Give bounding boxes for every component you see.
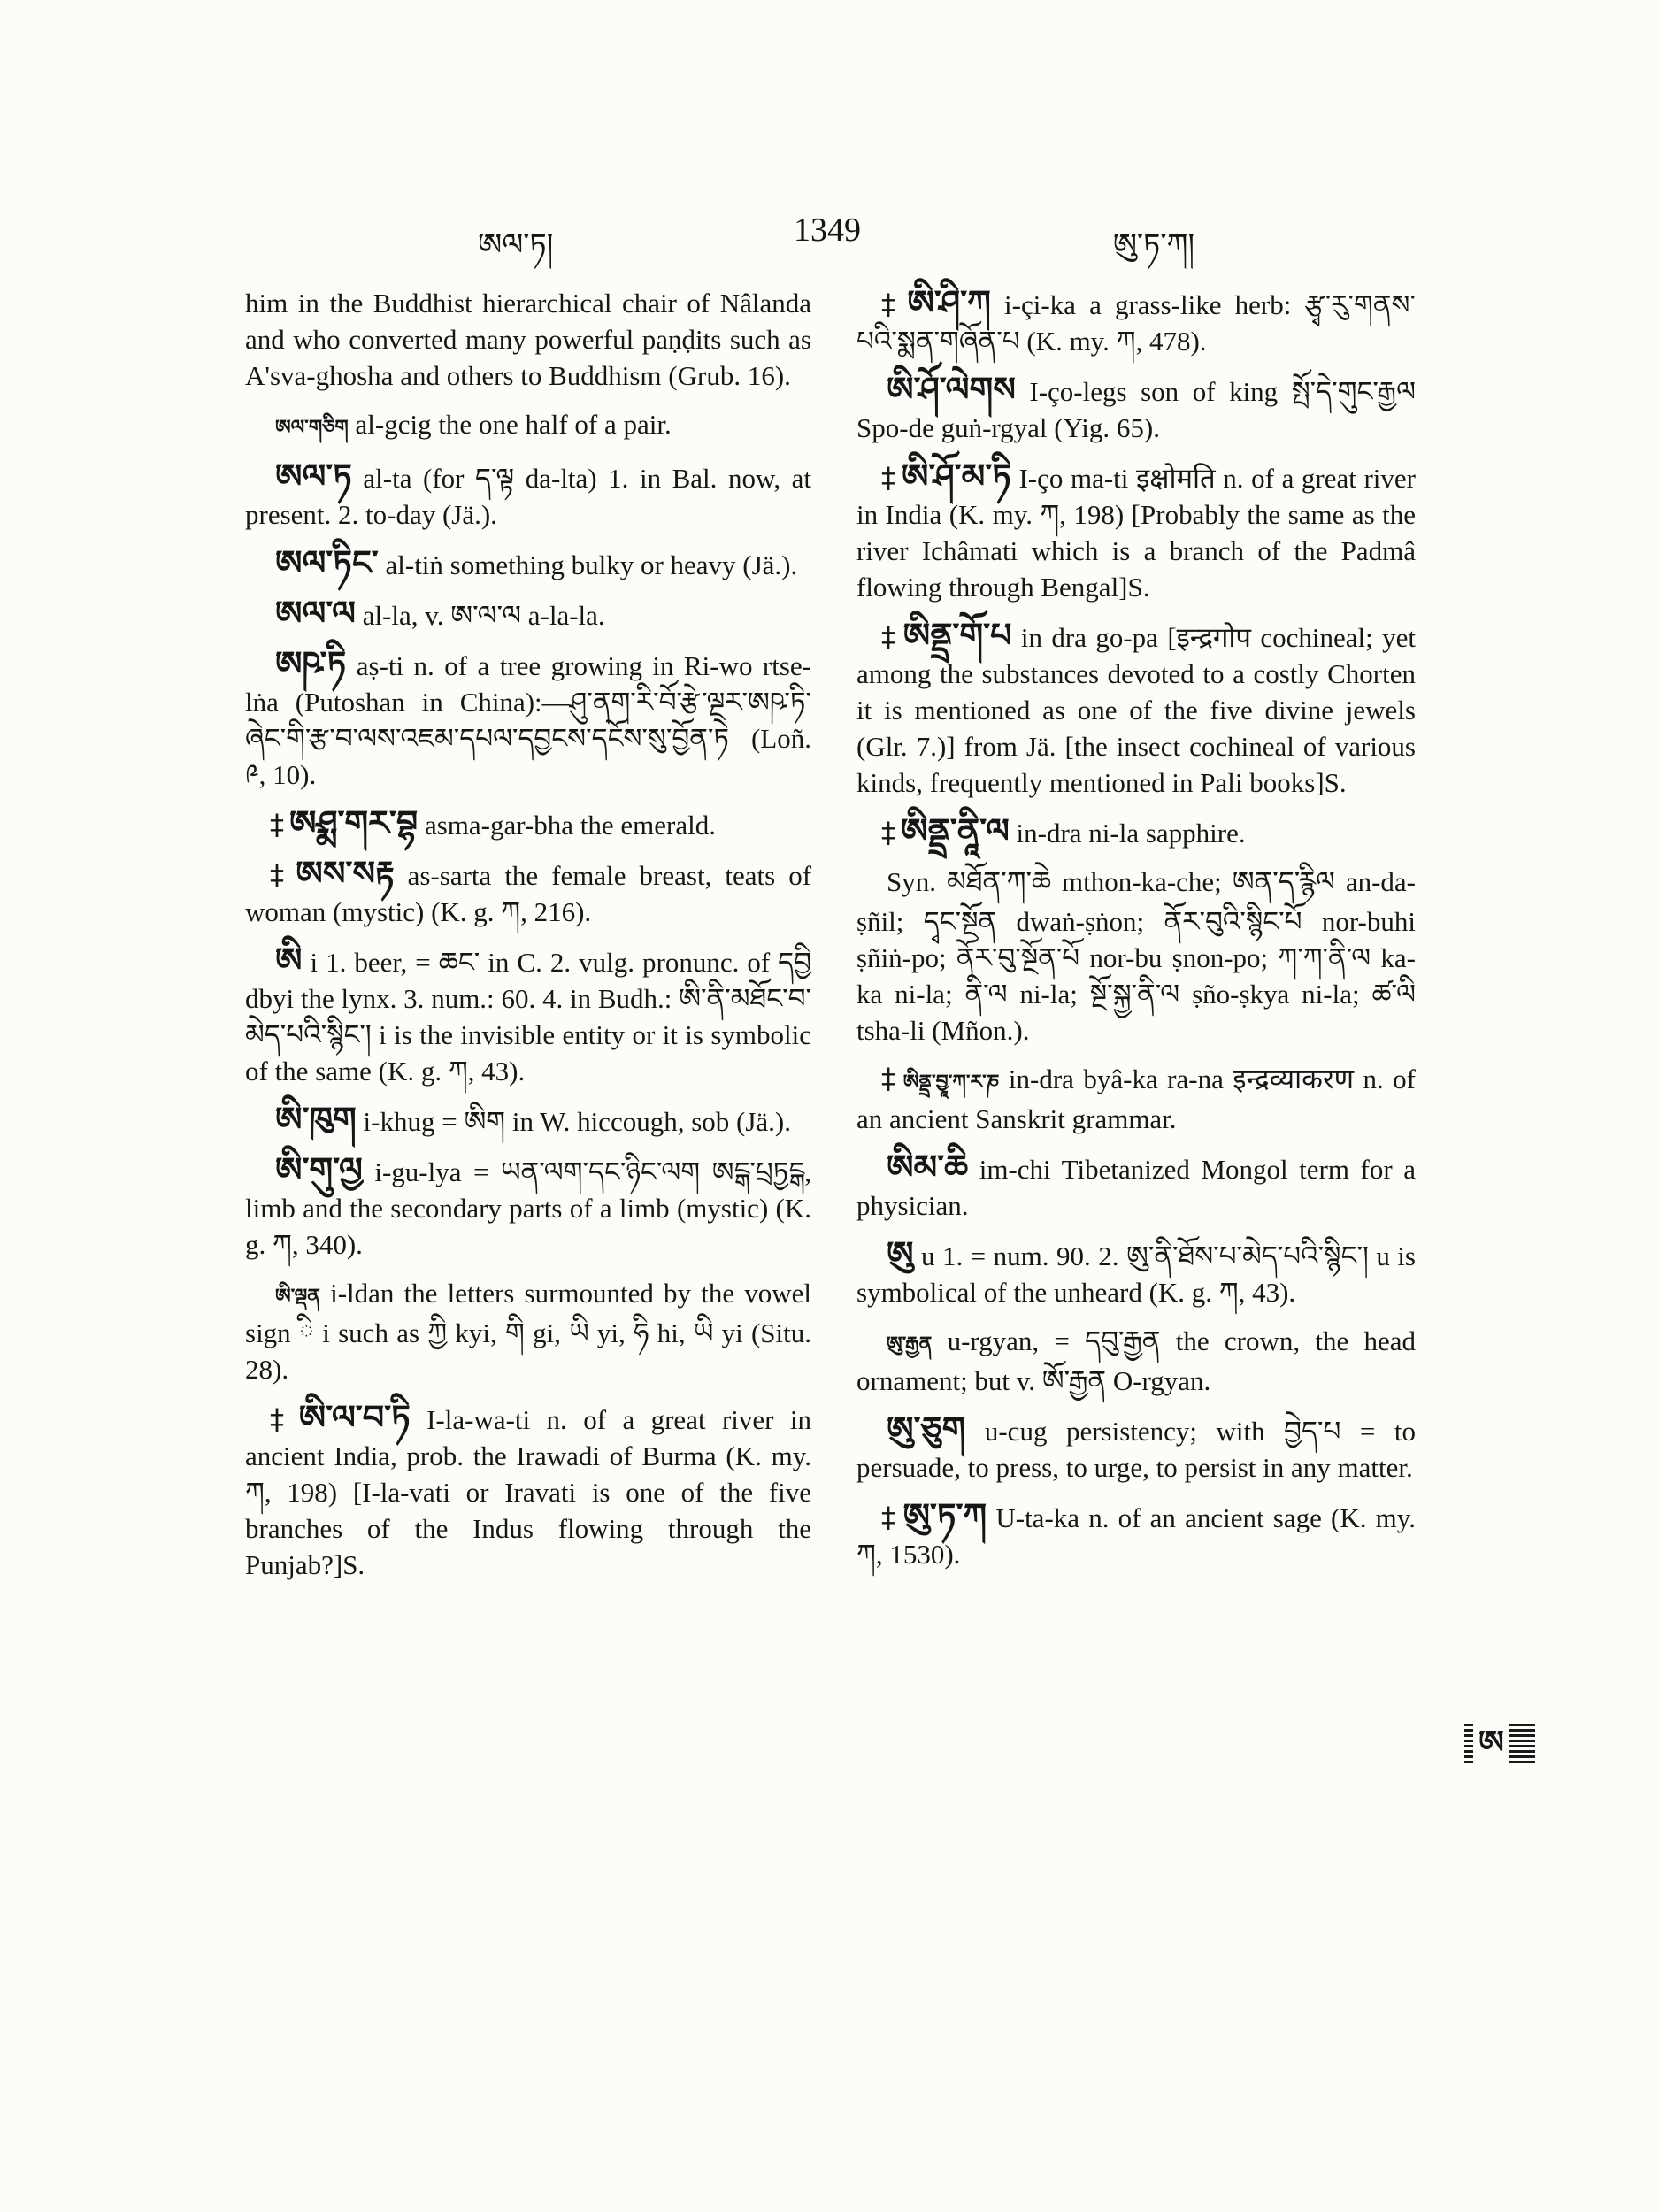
entry-definition: im-chi Tibetanized Mongol term for a physician. bbox=[856, 1154, 1416, 1221]
dictionary-entry bbox=[856, 1236, 1416, 1310]
thumb-index-tab bbox=[1464, 1724, 1535, 1763]
left-column bbox=[245, 285, 811, 1595]
sanskrit-dagger: ‡ bbox=[881, 461, 896, 495]
dictionary-entry bbox=[856, 1411, 1416, 1486]
entry-definition: Syn. མཐོན་ཀ་ཆེ mthon-ka-che; ཨན་ད་རྙིལ an-da-ṣñil; དྭང་སྔོན dwaṅ-ṣṅon; ནོར་བུའི་སྙིང་པོ nor-buhi ṣñiṅ-po; ནོར་བུ་སྔོན་པོ nor-bu ṣnon-po; ཀ་ཀ་ནི་ལ ka-ka ni-la; ནི་ལ ni-la; སྔོ་སྐྱ་ནི་ལ ṣño-ṣkya ni-la; ཚ་ལི tsha-li (Mñon.). bbox=[856, 866, 1416, 1046]
dictionary-entry bbox=[245, 805, 811, 843]
entry-definition: i-çi-ka a grass-like herb: རྩྭ་རུ་གནས་པའི་སྨན་གཞོན་པ (K. my. ཀ, 478). bbox=[856, 289, 1416, 357]
dictionary-entry bbox=[856, 1061, 1416, 1137]
tibetan-headword: ཨལ་ཏིང་ bbox=[275, 543, 379, 582]
dictionary-entry bbox=[245, 646, 811, 793]
entry-definition: I-ço-legs son of king སྤོ་དེ་གུང་རྒྱལ Spo-de guṅ-rgyal (Yig. 65). bbox=[856, 376, 1416, 443]
entry-definition: u-cug persistency; with བྱེད་པ = to persuade, to press, to urge, to persist in any matter. bbox=[856, 1416, 1416, 1483]
tibetan-headword: ཨིནྡྲ་བྱཱ་ཀ་ར་ཎ bbox=[902, 1071, 1000, 1094]
dictionary-entry bbox=[245, 1400, 811, 1583]
dictionary-entry bbox=[856, 813, 1416, 851]
tibetan-headword: ཨིནྡྲ་གོ་པ bbox=[902, 616, 1012, 655]
entry-definition: u 1. = num. 90. 2. ཨུ་ནི་ཐོས་པ་མེད་པའི་སྙིང་། u is symbolical of the unheard (K. g. ཀ, 43). bbox=[856, 1240, 1416, 1308]
dictionary-entry bbox=[245, 856, 811, 930]
sanskrit-dagger: ‡ bbox=[881, 1501, 898, 1534]
entry-definition: I-la-wa-ti n. of a great river in ancient India, prob. the Irawadi of Burma (K. my. ཀ, 198) [I-la-vati or Iravati is one of the five branches of the Indus flowing through the Punjab?]S. bbox=[245, 1404, 812, 1580]
dictionary-entry bbox=[856, 372, 1416, 446]
dictionary-entry bbox=[245, 458, 811, 533]
entry-definition: as-sarta the female breast, teats of woman (mystic) (K. g. ཀ, 216). bbox=[245, 860, 812, 927]
dictionary-entry bbox=[856, 285, 1416, 359]
sanskrit-dagger: ‡ bbox=[881, 1062, 898, 1095]
entry-definition: al-la, v. ཨ་ལ་ལ a-la-la. bbox=[362, 600, 605, 631]
tibetan-headword: ཨུ་ཅུག bbox=[887, 1409, 966, 1448]
tibetan-headword: ཨི་ཤོ་ལེགས bbox=[887, 370, 1016, 409]
entry-definition: i 1. beer, = ཆང་ in C. 2. vulg. pronunc. of དབྱི dbyi the lynx. 3. num.: 60. 4. in Budh.: ཨི་ནི་མཐོང་བ་མེད་པའི་སྙིང་། i is the invisible entity or it is symbolic of the same (K. g. ཀ, 43). bbox=[245, 947, 812, 1087]
dictionary-entry bbox=[856, 1323, 1416, 1399]
entry-definition: him in the Buddhist hierarchical chair of Nâlanda and who converted many powerful paṇḍits such as A'sva-ghosha and others to Buddhism (Grub. 16). bbox=[245, 288, 811, 391]
entry-definition: al-tiṅ something bulky or heavy (Jä.). bbox=[385, 549, 798, 580]
sanskrit-dagger: ‡ bbox=[881, 288, 902, 321]
dictionary-entry bbox=[245, 545, 811, 583]
dictionary-entry bbox=[245, 285, 811, 394]
tibetan-headword: ཨི་ལ་བ་ཏི bbox=[298, 1398, 411, 1437]
dictionary-entry bbox=[856, 1498, 1416, 1572]
entry-definition: in-dra byâ-ka ra-na इन्द्रव्याकरण n. of an ancient Sanskrit grammar. bbox=[856, 1064, 1417, 1134]
entry-definition: i-gu-lya = ཡན་ལག་དང་ཉིང་ལག ཨངྒ་པྲཏྱངྒ, limb and the secondary parts of a limb (mystic) (K. g. ཀ, 340). bbox=[245, 1156, 811, 1260]
sanskrit-dagger: ‡ bbox=[881, 620, 898, 654]
entry-definition: asma-gar-bha the emerald. bbox=[424, 810, 716, 841]
tibetan-headword: ཨི་ཁུག bbox=[275, 1100, 357, 1139]
tibetan-headword: ཨུ་ཏ་ཀ bbox=[902, 1496, 987, 1535]
tibetan-headword: ཨི་ལྡན bbox=[275, 1286, 320, 1308]
dictionary-entry bbox=[245, 406, 811, 446]
entry-definition: u-rgyan, = དབུ་རྒྱན the crown, the head ornament; but v. ཨོ་རྒྱན O-rgyan. bbox=[856, 1325, 1417, 1396]
sanskrit-dagger: ‡ bbox=[270, 808, 284, 841]
dictionary-entry bbox=[856, 618, 1416, 801]
page-number: 1349 bbox=[794, 211, 861, 249]
entry-definition: al-gcig the one half of a pair. bbox=[355, 409, 672, 440]
dictionary-entry bbox=[856, 458, 1416, 605]
tibetan-headword: ཨུ་རྒྱན bbox=[887, 1333, 933, 1356]
entry-definition: in dra go-pa [इन्द्रगोप cochineal; yet among the substances devoted to a costly Chorten it is mentioned as one of the five divine jewels (Glr. 7.)] from Jä. [the insect cochineal of various kinds, frequently mentioned in Pali books]S. bbox=[856, 622, 1417, 798]
dictionary-entry bbox=[245, 1102, 811, 1140]
tibetan-headword: ཨི་གུ་ལྱ bbox=[275, 1150, 363, 1189]
entry-definition: al-ta (for ད་ལྟ da-lta) 1. in Bal. now, at present. 2. to-day (Jä.). bbox=[245, 463, 811, 530]
tibetan-headword: ཨི bbox=[275, 941, 303, 979]
tibetan-headword: ཨི་ཤོ་མ་ཏི bbox=[901, 457, 1011, 495]
dictionary-entry bbox=[856, 864, 1416, 1048]
sanskrit-dagger: ‡ bbox=[881, 816, 895, 849]
entry-definition: in-dra ni-la sapphire. bbox=[1016, 818, 1246, 849]
thumb-index-letter: ཨ bbox=[1473, 1724, 1509, 1763]
tibetan-headword: ཨལ་ལ bbox=[275, 594, 356, 633]
entry-definition: I-ço ma-ti इक्षोमति n. of a great river in India (K. my. ཀ, 198) [Probably the same as the river Ichâmati which is a branch of the Padmâ flowing through Bengal]S. bbox=[856, 463, 1417, 603]
entry-definition: aṣ-ti n. of a tree growing in Ri-wo rtse-lṅa (Putoshan in China):—ཤུ་ནག་རི་བོ་རྩེ་ལྔར་ཨཥ་ཏི་ཞེང་གི་རྩ་བ་ལས་འཇམ་དཔལ་དབྱངས་དངོས་སུ་བྱོན་ཏེ (Loñ. ༩, 10). bbox=[245, 650, 812, 790]
left-guide-word: ཨལ་ཏ། bbox=[478, 227, 554, 263]
tibetan-headword: ཨལ་གཅིག bbox=[275, 417, 349, 439]
dictionary-entry bbox=[245, 1275, 811, 1387]
tibetan-headword: ཨཤྨ་གར་བྷ bbox=[289, 803, 419, 842]
tibetan-headword: ཨིནྡྲ་ནཱི་ལ bbox=[901, 811, 1010, 850]
tibetan-headword: ཨིམ་ཆི bbox=[887, 1148, 969, 1187]
tibetan-headword: ཨཥ་ཏི bbox=[275, 644, 347, 683]
tibetan-headword: ཨུ bbox=[887, 1234, 914, 1273]
sanskrit-dagger: ‡ bbox=[270, 858, 291, 892]
entry-definition: i-khug = ཨིག in W. hiccough, sob (Jä.). bbox=[363, 1106, 791, 1137]
dictionary-entry bbox=[245, 1152, 811, 1263]
tibetan-headword: ཨི་ཤི་ཀ bbox=[907, 283, 991, 322]
entry-definition: i-ldan the letters surmounted by the vowel sign ི i such as ཀྱི kyi, གི gi, ཡི yi, ཧི hi, ཡི yi (Situ. 28). bbox=[245, 1278, 811, 1385]
dictionary-entry bbox=[856, 1149, 1416, 1224]
tibetan-headword: ཨས་སརྟ bbox=[296, 854, 395, 893]
sanskrit-dagger: ‡ bbox=[270, 1402, 294, 1436]
page-header bbox=[239, 211, 1416, 264]
dictionary-entry bbox=[245, 942, 811, 1089]
entry-definition: U-ta-ka n. of an ancient sage (K. my. ཀ, 1530). bbox=[856, 1502, 1417, 1570]
tibetan-headword: ཨལ་ཏ bbox=[275, 457, 352, 495]
right-column bbox=[856, 285, 1416, 1585]
right-guide-word: ཨུ་ཏ་ཀ། bbox=[1112, 227, 1194, 263]
dictionary-entry bbox=[245, 595, 811, 634]
